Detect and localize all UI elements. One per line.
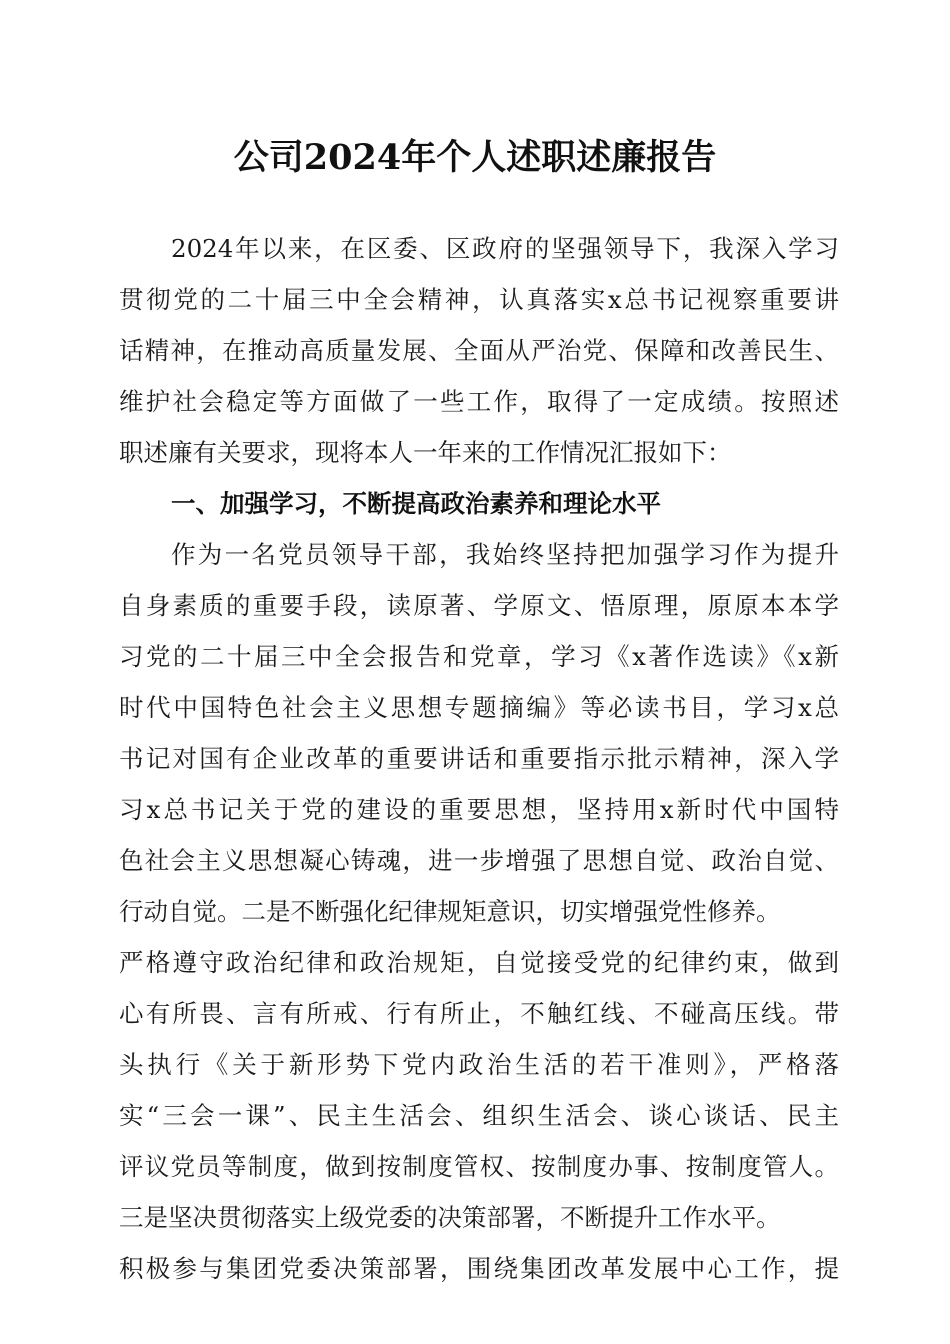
paragraph-line: 头执行《关于新形势下党内政治生活的若干准则》，严格落 [119, 1050, 839, 1079]
paragraph-line: 2024年以来，在区委、区政府的坚强领导下，我深入学习 [171, 234, 839, 263]
paragraph-line: 作为一名党员领导干部，我始终坚持把加强学习作为提升 [171, 540, 839, 569]
paragraph-line: 职述廉有关要求，现将本人一年来的工作情况汇报如下： [119, 438, 732, 467]
paragraph-line: 书记对国有企业改革的重要讲话和重要指示批示精神，深入学 [119, 744, 839, 773]
paragraph-line: 习党的二十届三中全会报告和党章，学习《x著作选读》《x新 [119, 642, 839, 671]
paragraph-line: 严格遵守政治纪律和政治规矩，自觉接受党的纪律约束，做到 [119, 948, 839, 977]
paragraph-line: 心有所畏、言有所戒、行有所止，不触红线、不碰高压线。带 [119, 999, 839, 1028]
paragraph-line: 习x总书记关于党的建设的重要思想，坚持用x新时代中国特 [119, 795, 839, 824]
paragraph-line: 行动自觉。二是不断强化纪律规矩意识，切实增强党性修养。 [119, 897, 781, 926]
paragraph-line: 时代中国特色社会主义思想专题摘编》等必读书目，学习x总 [119, 693, 839, 722]
paragraph-line: 贯彻党的二十届三中全会精神，认真落实x总书记视察重要讲 [119, 285, 839, 314]
document-body [119, 223, 839, 1294]
paragraph-line: 色社会主义思想凝心铸魂，进一步增强了思想自觉、政治自觉、 [119, 846, 839, 875]
paragraph-line: 评议党员等制度，做到按制度管权、按制度办事、按制度管人。 [119, 1152, 839, 1181]
paragraph-line: 三是坚决贯彻落实上级党委的决策部署，不断提升工作水平。 [119, 1203, 781, 1232]
section-heading: 一、加强学习，不断提高政治素养和理论水平 [171, 489, 661, 518]
paragraph-line: 积极参与集团党委决策部署，围绕集团改革发展中心工作，提 [119, 1254, 839, 1283]
paragraph-line: 维护社会稳定等方面做了一些工作，取得了一定成绩。按照述 [119, 387, 839, 416]
paragraph-line: 话精神，在推动高质量发展、全面从严治党、保障和改善民生、 [119, 336, 839, 365]
document-title: 公司2024年个人述职述廉报告 [233, 137, 717, 178]
paragraph-line: 实“三会一课”、民主生活会、组织生活会、谈心谈话、民主 [119, 1101, 839, 1130]
paragraph-line: 自身素质的重要手段，读原著、学原文、悟原理，原原本本学 [119, 591, 839, 620]
